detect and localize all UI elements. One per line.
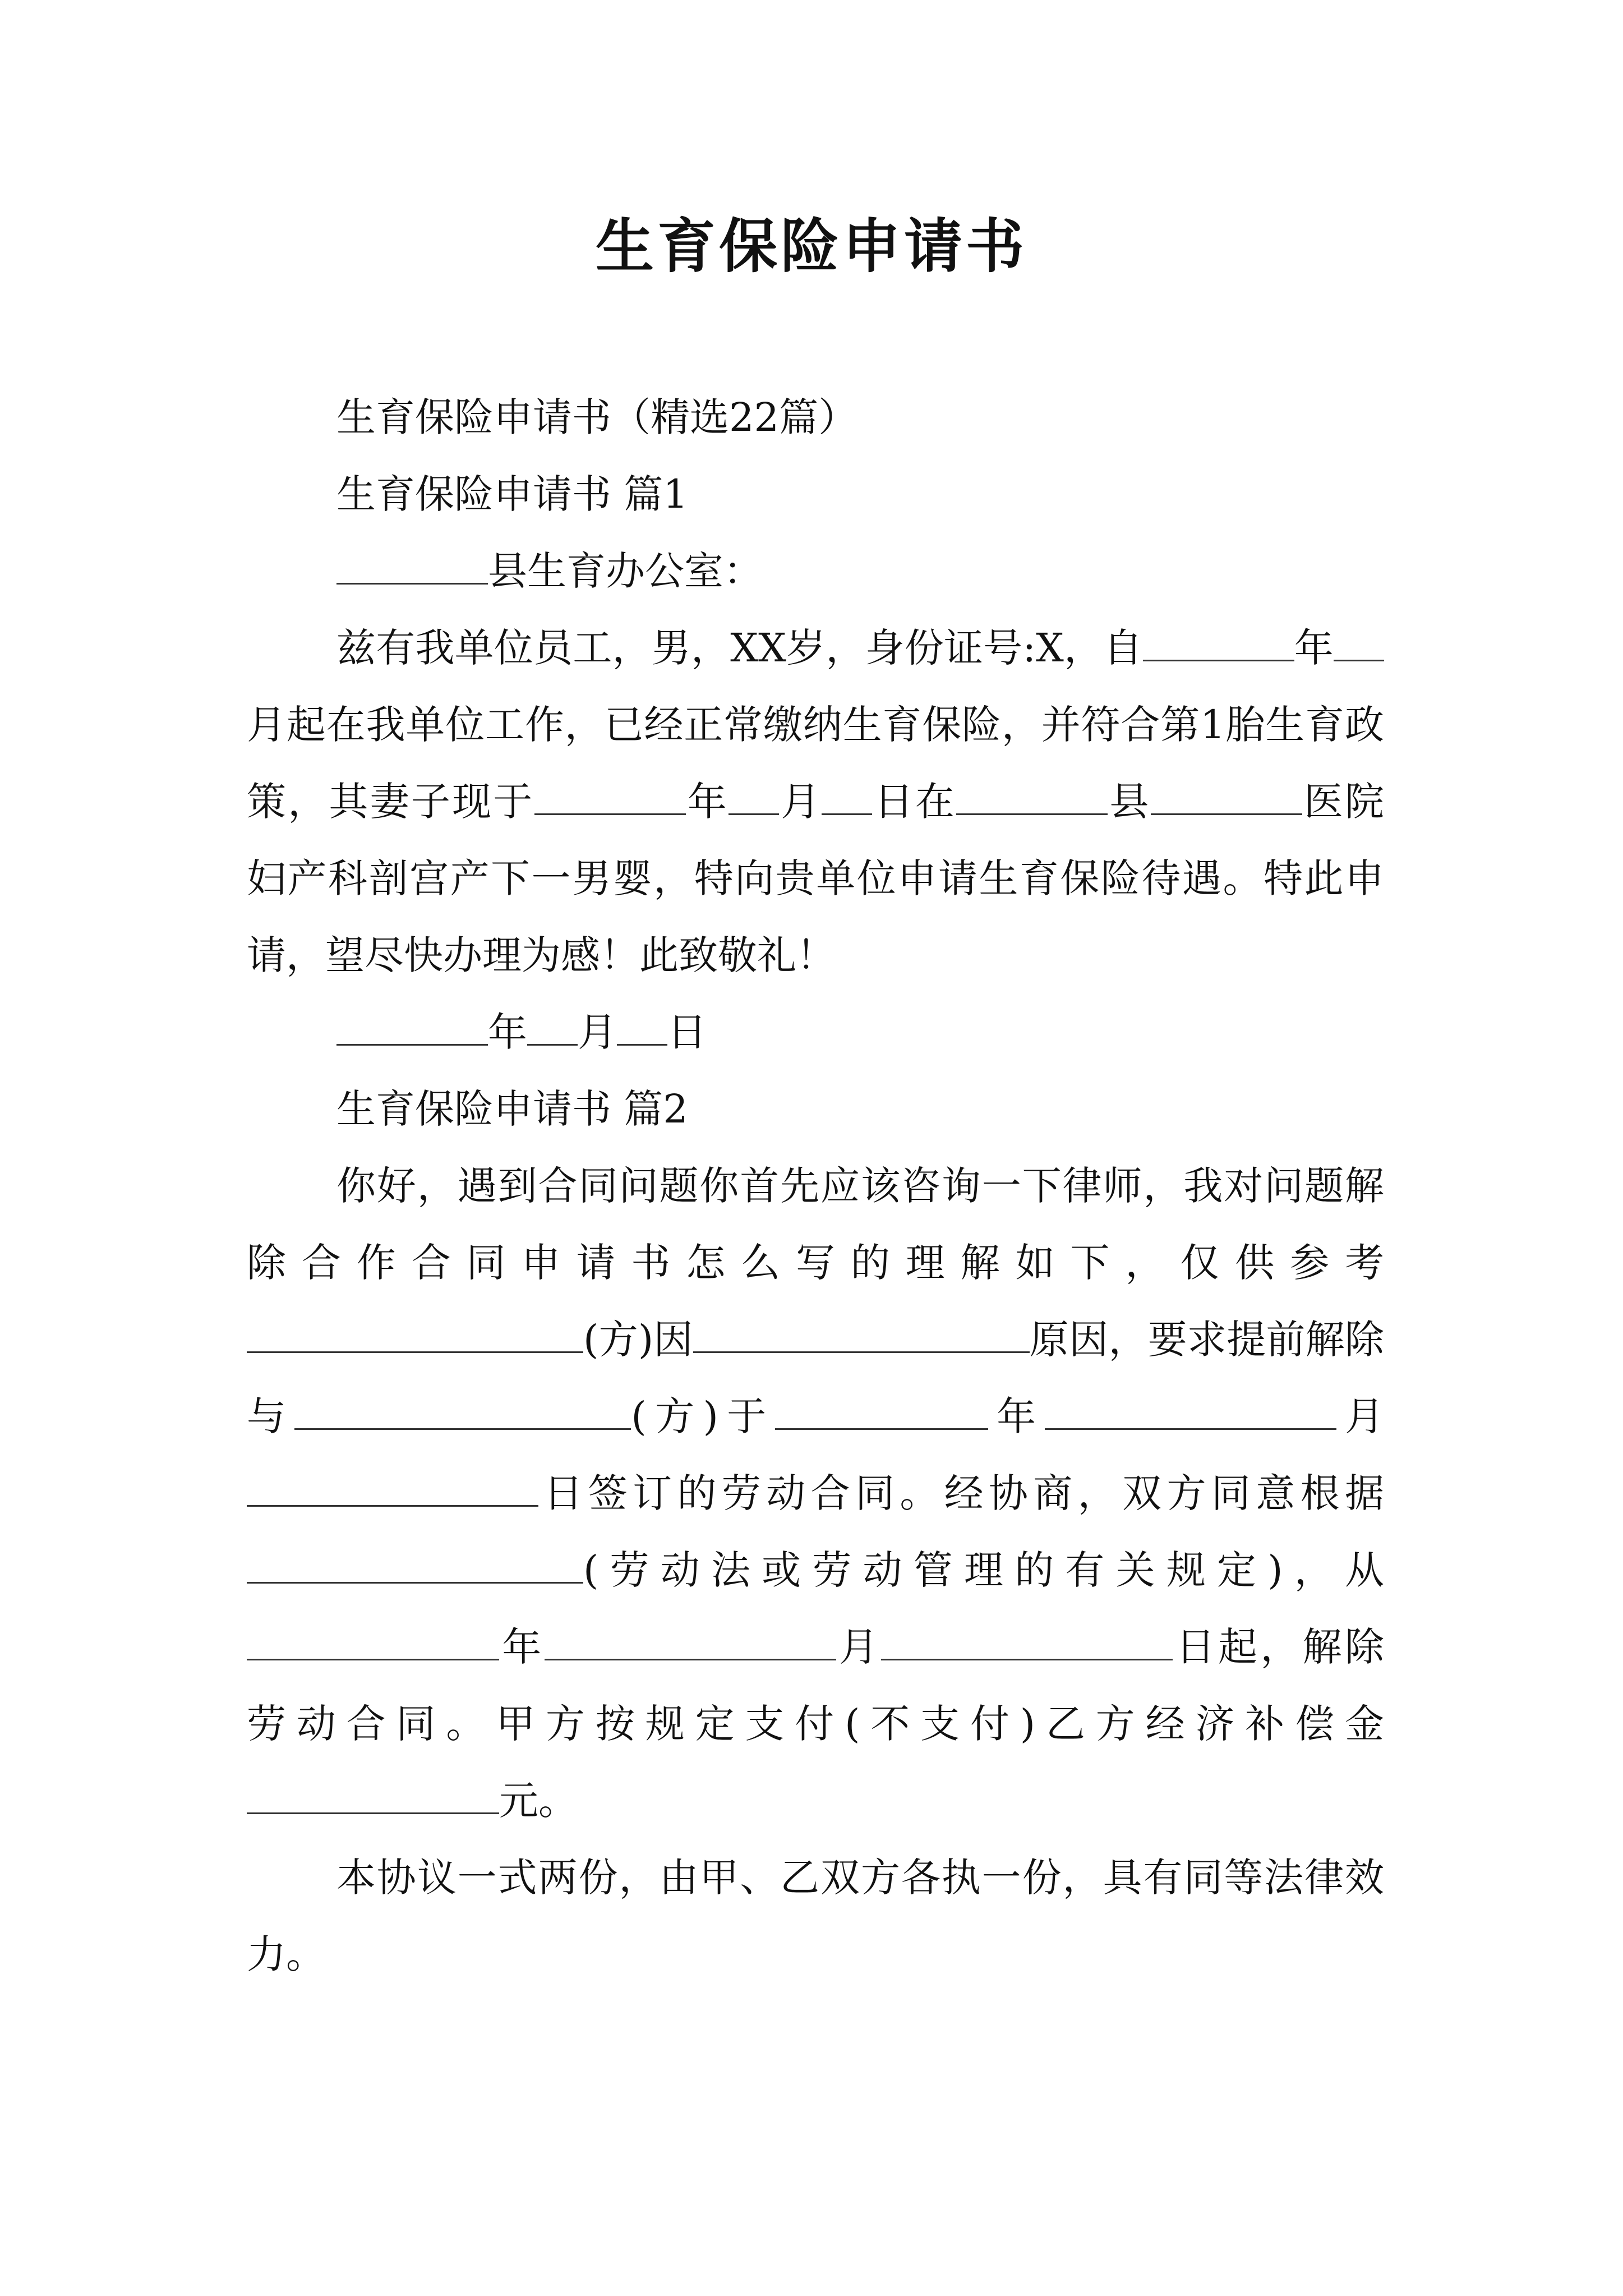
text-run: 月: [578, 1009, 617, 1055]
text-run: 元。: [499, 1778, 578, 1824]
text-run: 月: [779, 779, 822, 825]
text-run: (劳动法或劳动管理的有关规定)，从: [583, 1547, 1384, 1593]
section-1-paragraph: [247, 610, 1384, 994]
section-2-heading: 生育保险申请书 篇2: [336, 1086, 688, 1132]
blank-field: [1045, 1384, 1336, 1430]
blank-field: [527, 1000, 578, 1046]
blank-field: [775, 1384, 988, 1430]
section-1-heading: 生育保险申请书 篇1: [336, 471, 688, 517]
blank-field: [336, 1000, 488, 1046]
text-run: 你好，遇到合同问题你首先应该咨询一下律师，我对问题解除合作合同申请书怎么写的理解如下，仅供参考: [247, 1163, 1384, 1286]
blank-field: [294, 1384, 631, 1430]
text-run: 日在: [872, 779, 957, 825]
text-run: 医院妇产科剖宫产下一男婴，特向贵单位申请生育保险待遇。特此申请，望尽快办理为感！此致敬礼！: [247, 779, 1385, 978]
text-run: 月: [1336, 1393, 1384, 1439]
blank-field: [881, 1615, 1173, 1660]
blank-field: [1151, 770, 1302, 815]
addressee-line: [247, 533, 1384, 610]
document-title: 生育保险申请书: [595, 212, 1027, 280]
blank-field: [247, 1308, 583, 1353]
text-run: 兹有我单位员工，男，XX岁，身份证号:X，自: [336, 625, 1143, 671]
blank-field: [1143, 616, 1294, 661]
blank-field: [534, 770, 686, 815]
text-run: 原因，要求提前解除与: [247, 1317, 1385, 1439]
text-run: 年: [988, 1393, 1045, 1439]
blank-field: [1334, 616, 1384, 661]
blank-field: [247, 1769, 499, 1814]
text-run: 日起，解除劳动合同。甲方按规定支付(不支付)乙方经济补偿金: [247, 1624, 1385, 1747]
text-run: 日: [667, 1009, 707, 1055]
blank-field: [545, 1615, 836, 1660]
date-line: [247, 994, 1384, 1071]
text-run: 月起在我单位工作，已经正常缴纳生育保险，并符合第1胎生育政策，其妻子现于: [247, 702, 1384, 825]
section-2-closing: 本协议一式两份，由甲、乙双方各执一份，具有同等法律效力。: [247, 1855, 1384, 1977]
text-run: 年: [685, 779, 729, 825]
text-run: 县: [1108, 779, 1151, 825]
text-run: 日签订的劳动合同。经协商，双方同意根据: [538, 1470, 1384, 1516]
subtitle: 生育保险申请书（精选22篇）: [336, 394, 858, 440]
blank-field: [822, 770, 872, 815]
blank-field: [247, 1615, 499, 1660]
blank-field: [728, 770, 779, 815]
text-run: (方)于: [631, 1393, 775, 1439]
text-run: (方)因: [583, 1317, 693, 1363]
blank-field: [617, 1000, 667, 1046]
text-run: 年: [1294, 625, 1334, 671]
text-run: 年: [499, 1624, 545, 1670]
text-run: 月: [836, 1624, 882, 1670]
addressee-text: 县生育办公室：: [488, 548, 763, 594]
blank-field: [336, 539, 488, 585]
document-body: [247, 379, 1384, 1993]
section-2-paragraph: [247, 1148, 1384, 1839]
text-run: 年: [488, 1009, 527, 1055]
blank-field: [956, 770, 1108, 815]
blank-field: [247, 1538, 583, 1584]
blank-field: [693, 1308, 1030, 1353]
blank-field: [247, 1461, 538, 1507]
